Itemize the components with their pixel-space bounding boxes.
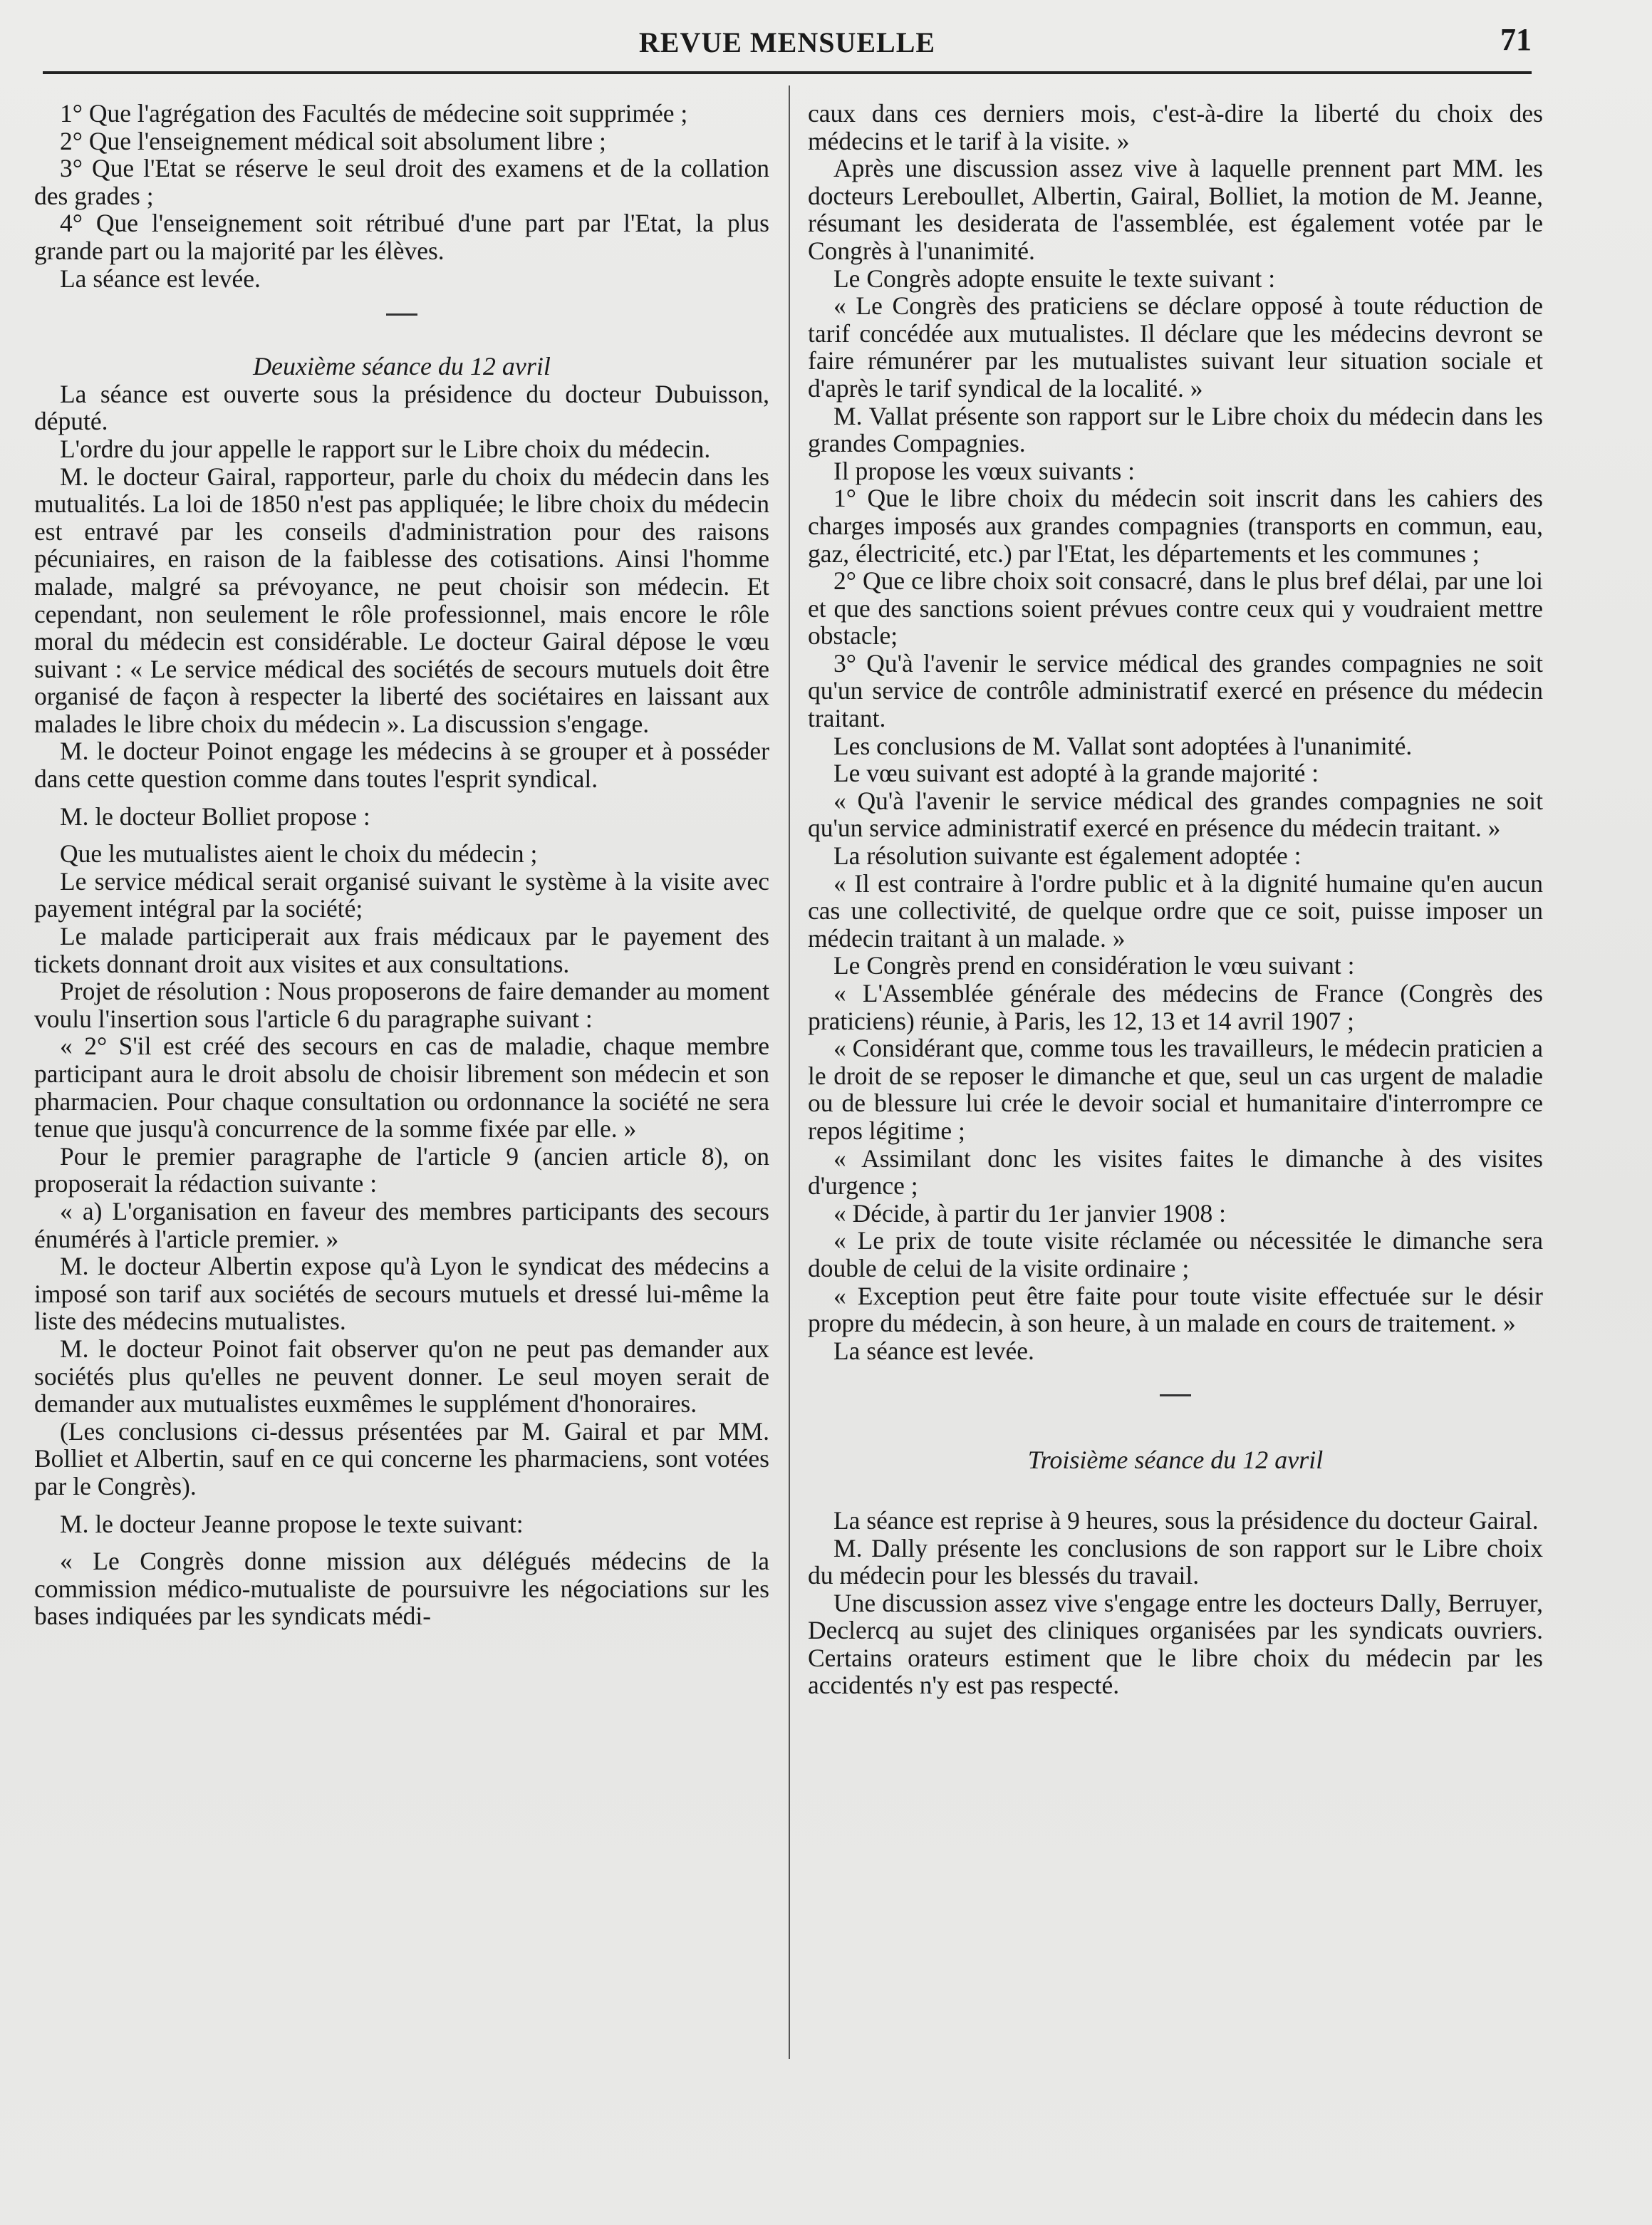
paragraph: 1° Que l'agrégation des Facultés de médecine soit supprimée ; xyxy=(60,99,688,128)
running-head xyxy=(43,21,1532,64)
paragraph: M. le docteur Albertin expose qu'à Lyon le syndicat des médecins a imposé son tarif aux sociétés de secours mutuels et dressé lui-même la liste des médecins mutualistes. xyxy=(34,1252,769,1336)
header-rule xyxy=(43,71,1532,74)
paragraph: « 2° S'il est créé des secours en cas de maladie, chaque membre participant aura le droit absolu de choisir librement son médecin et son pharmacien. Pour chaque consultation ou ordonnance la société ne sera tenue que jusqu'à concurrence de la somme fixée par elle. » xyxy=(34,1032,769,1143)
paragraph: Il propose les vœux suivants : xyxy=(833,456,1136,485)
paragraph: 2° Que ce libre choix soit consacré, dans le plus bref délai, par une loi et que des sanctions soient prévues contre ceux qui y voudraient mettre obstacle; xyxy=(808,566,1543,650)
paragraph: (Les conclusions ci-dessus présentées par M. Gairal et par MM. Bolliet et Albertin, sauf en ce qui concerne les pharmaciens, sont votées par le Congrès). xyxy=(34,1416,769,1500)
paragraph: « L'Assemblée générale des médecins de France (Congrès des praticiens) réunie, à Paris, les 12, 13 et 14 avril 1907 ; xyxy=(808,979,1543,1035)
column-divider xyxy=(789,85,790,2059)
section-title: Deuxième séance du 12 avril xyxy=(253,352,551,381)
paragraph: « Qu'à l'avenir le service médical des grandes compagnies ne soit qu'un service administratif exercé en présence du médecin traitant. » xyxy=(808,786,1543,843)
paragraph: « a) L'organisation en faveur des membres participants des secours énumérés à l'article premier. » xyxy=(34,1196,769,1253)
paragraph: « Le Congrès donne mission aux délégués médecins de la commission médico-mutualiste de poursuivre les négociations sur les bases indiquées par les syndicats médi- xyxy=(34,1547,769,1631)
section-separator xyxy=(386,313,417,316)
paragraph: Le malade participerait aux frais médicaux par le payement des tickets donnant droit aux visites et aux consultations. xyxy=(34,922,769,978)
paragraph: 1° Que le libre choix du médecin soit inscrit dans les cahiers des charges imposés aux grandes compagnies (transports en commun, eau, gaz, électricité, etc.) par l'Etat, les départements et les communes ; xyxy=(808,484,1543,568)
section-separator xyxy=(1160,1394,1191,1396)
paragraph: M. le docteur Bolliet propose : xyxy=(60,802,370,831)
paragraph: Le vœu suivant est adopté à la grande majorité : xyxy=(833,759,1319,788)
paragraph: « Décide, à partir du 1er janvier 1908 : xyxy=(833,1198,1227,1228)
paragraph: « Il est contraire à l'ordre public et à la dignité humaine qu'en aucun cas une collectivité, de quelque ordre que ce soit, puisse imposer un médecin traitant à un malade. » xyxy=(808,868,1543,953)
paragraph: « Exception peut être faite pour toute visite effectuée sur le désir propre du médecin, à son heure, à un malade en cours de traitement. » xyxy=(808,1281,1543,1338)
page-number: 71 xyxy=(1500,22,1532,57)
paragraph: Après une discussion assez vive à laquelle prennent part MM. les docteurs Lereboullet, Albertin, Gairal, Bolliet, la motion de M. Jeanne, résumant les desiderata de l'assemblée, est également votée par le Congrès à l'unanimité. xyxy=(808,154,1543,265)
paragraph: Pour le premier paragraphe de l'article 9 (ancien article 8), on proposerait la rédaction suivante : xyxy=(34,1141,769,1198)
paragraph: M. Dally présente les conclusions de son rapport sur le Libre choix du médecin pour les blessés du travail. xyxy=(808,1533,1543,1590)
paragraph: La résolution suivante est également adoptée : xyxy=(833,841,1302,871)
paragraph: « Le Congrès des praticiens se déclare opposé à toute réduction de tarif concédée aux mutualistes. Il déclare que les médecins devront se faire rémunérer par les mutualistes suivant leur situation sociale et d'après le tarif syndical de la localité. » xyxy=(808,291,1543,403)
paragraph: Une discussion assez vive s'engage entre les docteurs Dally, Berruyer, Declercq au sujet des cliniques organisées par les syndicats ouvriers. Certains orateurs estiment que le libre choix du médecin par les accidentés n'y est pas respecté. xyxy=(808,1588,1543,1700)
paragraph: Les conclusions de M. Vallat sont adoptées à l'unanimité. xyxy=(833,731,1413,760)
paragraph: 2° Que l'enseignement médical soit absolument libre ; xyxy=(60,126,606,155)
paragraph: M. le docteur Gairal, rapporteur, parle du choix du médecin dans les mutualités. La loi de 1850 n'est pas appliquée; le libre choix du médecin est entravé par les conseils d'administration pour des raisons pécuniaires, en raison de la faiblesse des cotisations. Ainsi l'homme malade, malgré sa prévoyance, ne peut choisir son médecin. Et cependant, non seulement le rôle professionnel, mais encore le rôle moral du médecin est considérable. Le docteur Gairal dépose le vœu suivant : « Le service médical des sociétés de secours mutuels doit être organisé de façon à respecter la liberté des sociétaires en laissant aux malades le libre choix du médecin ». La discussion s'engage. xyxy=(34,462,769,738)
paragraph: Le service médical serait organisé suivant le système à la visite avec payement intégral par la société; xyxy=(34,866,769,923)
paragraph: « Assimilant donc les visites faites le dimanche à des visites d'urgence ; xyxy=(808,1143,1543,1200)
left-column xyxy=(34,100,769,1630)
paragraph: La séance est reprise à 9 heures, sous la présidence du docteur Gairal. xyxy=(833,1505,1539,1535)
paragraph: La séance est levée. xyxy=(60,264,261,293)
paragraph: M. le docteur Poinot fait observer qu'on ne peut pas demander aux sociétés plus qu'elles ne peuvent donner. Le seul moyen serait de demander aux mutualistes euxmêmes le supplément d'honoraires. xyxy=(34,1334,769,1418)
section-title: Troisième séance du 12 avril xyxy=(1027,1446,1324,1475)
paragraph: M. le docteur Jeanne propose le texte suivant: xyxy=(60,1509,524,1538)
paragraph: « Considérant que, comme tous les travailleurs, le médecin praticien a le droit de se reposer le dimanche et que, seul un cas urgent de maladie ou de blessure lui crée le devoir social et humanitaire d'interrompre ce repos légitime ; xyxy=(808,1034,1543,1145)
paragraph: 3° Que l'Etat se réserve le seul droit des examens et de la collation des grades ; xyxy=(34,154,769,210)
journal-title: REVUE MENSUELLE xyxy=(638,26,936,58)
paragraph: Que les mutualistes aient le choix du médecin ; xyxy=(60,839,538,868)
paragraph: La séance est levée. xyxy=(833,1336,1034,1365)
right-column xyxy=(808,100,1543,1699)
paragraph: M. le docteur Poinot engage les médecins à se grouper et à posséder dans cette question comme dans toutes l'esprit syndical. xyxy=(34,737,769,794)
paragraph: 4° Que l'enseignement soit rétribué d'une part par l'Etat, la plus grande part ou la majorité par les élèves. xyxy=(34,209,769,265)
paragraph: La séance est ouverte sous la présidence du docteur Dubuisson, député. xyxy=(34,379,769,436)
paragraph: L'ordre du jour appelle le rapport sur le Libre choix du médecin. xyxy=(60,434,711,463)
paragraph: 3° Qu'à l'avenir le service médical des grandes compagnies ne soit qu'un service de contrôle administratif exercé en présence du médecin traitant. xyxy=(808,648,1543,733)
paragraph: caux dans ces derniers mois, c'est-à-dire la liberté du choix des médecins et le tarif à la visite. » xyxy=(808,99,1543,155)
paragraph: Le Congrès adopte ensuite le texte suivant : xyxy=(833,264,1276,293)
paragraph: M. Vallat présente son rapport sur le Libre choix du médecin dans les grandes Compagnies. xyxy=(808,401,1543,458)
paragraph: « Le prix de toute visite réclamée ou nécessitée le dimanche sera double de celui de la visite ordinaire ; xyxy=(808,1226,1543,1282)
paragraph: Le Congrès prend en considération le vœu suivant : xyxy=(833,951,1355,980)
paragraph: Projet de résolution : Nous proposerons de faire demander au moment voulu l'insertion sous l'article 6 du paragraphe suivant : xyxy=(34,977,769,1033)
